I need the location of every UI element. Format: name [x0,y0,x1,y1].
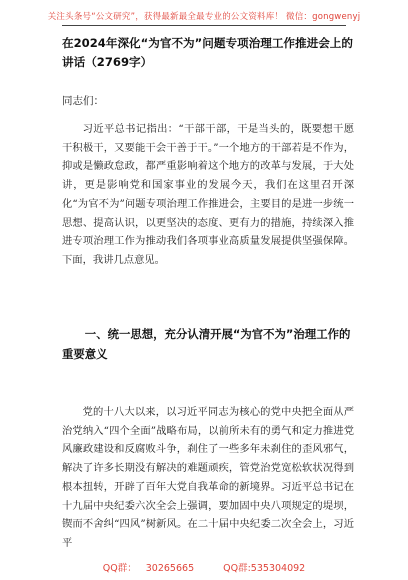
header-banner: 关注头条号“公文研究”，获得最新最全最专业的公文资料库！ 微信：gongwenyj [47,12,361,22]
section-heading: 一、统一思想，充分认清开展“为官不为”治理工作的重要意义 [62,327,351,361]
footer-qq-group-2: QQ群:535304092 [223,563,306,574]
paragraph-section-1: 党的十八大以来，以习近平同志为核心的党中央把全面从严治党纳入“四个全面”战略布局，以前所未有的勇气和定力推进党风廉政建设和反腐败斗争，刹住了一些多年未刹住的歪风邪气，解决了许多长期没有解决的难题顽疾，管党治党宽松软状况得到根本扭转，开辟了百年大党自我革命的新境界。习近平总书记在十九届中央纪委六次全会上强调，要加固中央八项规定的堤坝，锲而不舍纠“四风”树新风。在二十届中央纪委二次全会上，习近平 [62,406,354,549]
header-divider [62,25,346,26]
paragraph-intro: 习近平总书记指出：“干部干部，干是当头的，既要想干愿干积极干，又要能干会干善于干。”一个地方的干部若是不作为，抑或是懒政怠政，都严重影响着这个地方的改革与发展，于大处讲，更是影响党和国家事业的发展今天，我们在这里召开深化“为官不为”问题专项治理工作推进会，主要目的是进一步统一思想、提高认识，以更坚决的态度、更有力的措施，持续深入推进专项治理工作为推动我们各项事业高质量发展提供坚强保障。下面，我讲几点意见。 [62,123,354,266]
footer-qq-group-1: QQ群： 30265665 [102,563,195,574]
salutation: 同志们： [62,95,104,107]
document-title: 在2024年深化“为官不为”问题专项治理工作推进会上的讲话（2769字） [62,36,353,69]
footer [0,560,408,574]
